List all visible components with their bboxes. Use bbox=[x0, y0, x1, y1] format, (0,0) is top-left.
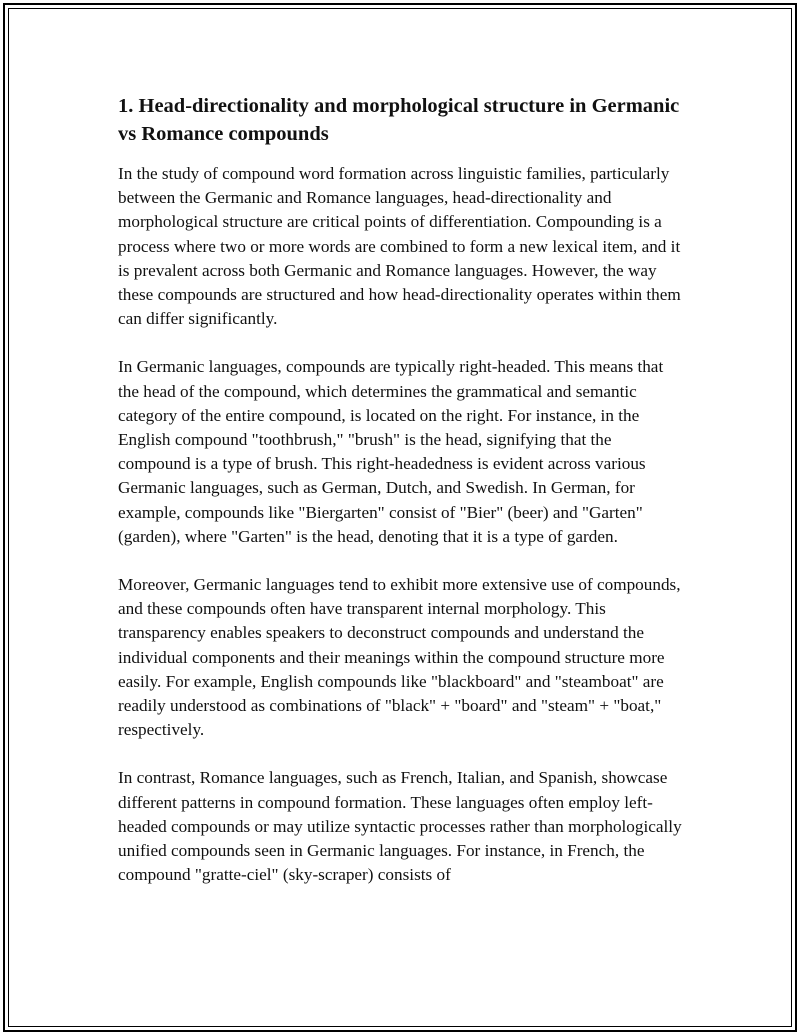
document-body bbox=[118, 92, 688, 911]
paragraph-2: In Germanic languages, compounds are typically right-headed. This means that the head of the compound, which determines the grammatical and semantic category of the entire compound, is located on the right. For instance, in the English compound "toothbrush," "brush" is the head, signifying that the compound is a type of brush. This right-headedness is evident across various Germanic languages, such as German, Dutch, and Swedish. In German, for example, compounds like "Biergarten" consist of "Bier" (beer) and "Garten" (garden), where "Garten" is the head, denoting that it is a type of garden. bbox=[118, 357, 664, 546]
section-heading: 1. Head-directionality and morphological structure in Germanic vs Romance compounds bbox=[118, 95, 680, 145]
paragraph-4: In contrast, Romance languages, such as French, Italian, and Spanish, showcase different patterns in compound formation. These languages often employ left-headed compounds or may utilize syntactic processes rather than morphologically unified compounds seen in Germanic languages. For instance, in French, the compound "gratte-ciel" (sky-scraper) consists of bbox=[118, 768, 682, 885]
paragraph-1: In the study of compound word formation across linguistic families, particularly between the Germanic and Romance languages, head-directionality and morphological structure are critical points of differentiation. Compounding is a process where two or more words are combined to form a new lexical item, and it is prevalent across both Germanic and Romance languages. However, the way these compounds are structured and how head-directionality operates within them can differ significantly. bbox=[118, 164, 681, 329]
paragraph-3: Moreover, Germanic languages tend to exhibit more extensive use of compounds, and these compounds often have transparent internal morphology. This transparency enables speakers to deconstruct compounds and understand the individual components and their meanings within the compound structure more easily. For example, English compounds like "blackboard" and "steamboat" are readily understood as combinations of "black" + "board" and "steam" + "boat," respectively. bbox=[118, 575, 681, 740]
